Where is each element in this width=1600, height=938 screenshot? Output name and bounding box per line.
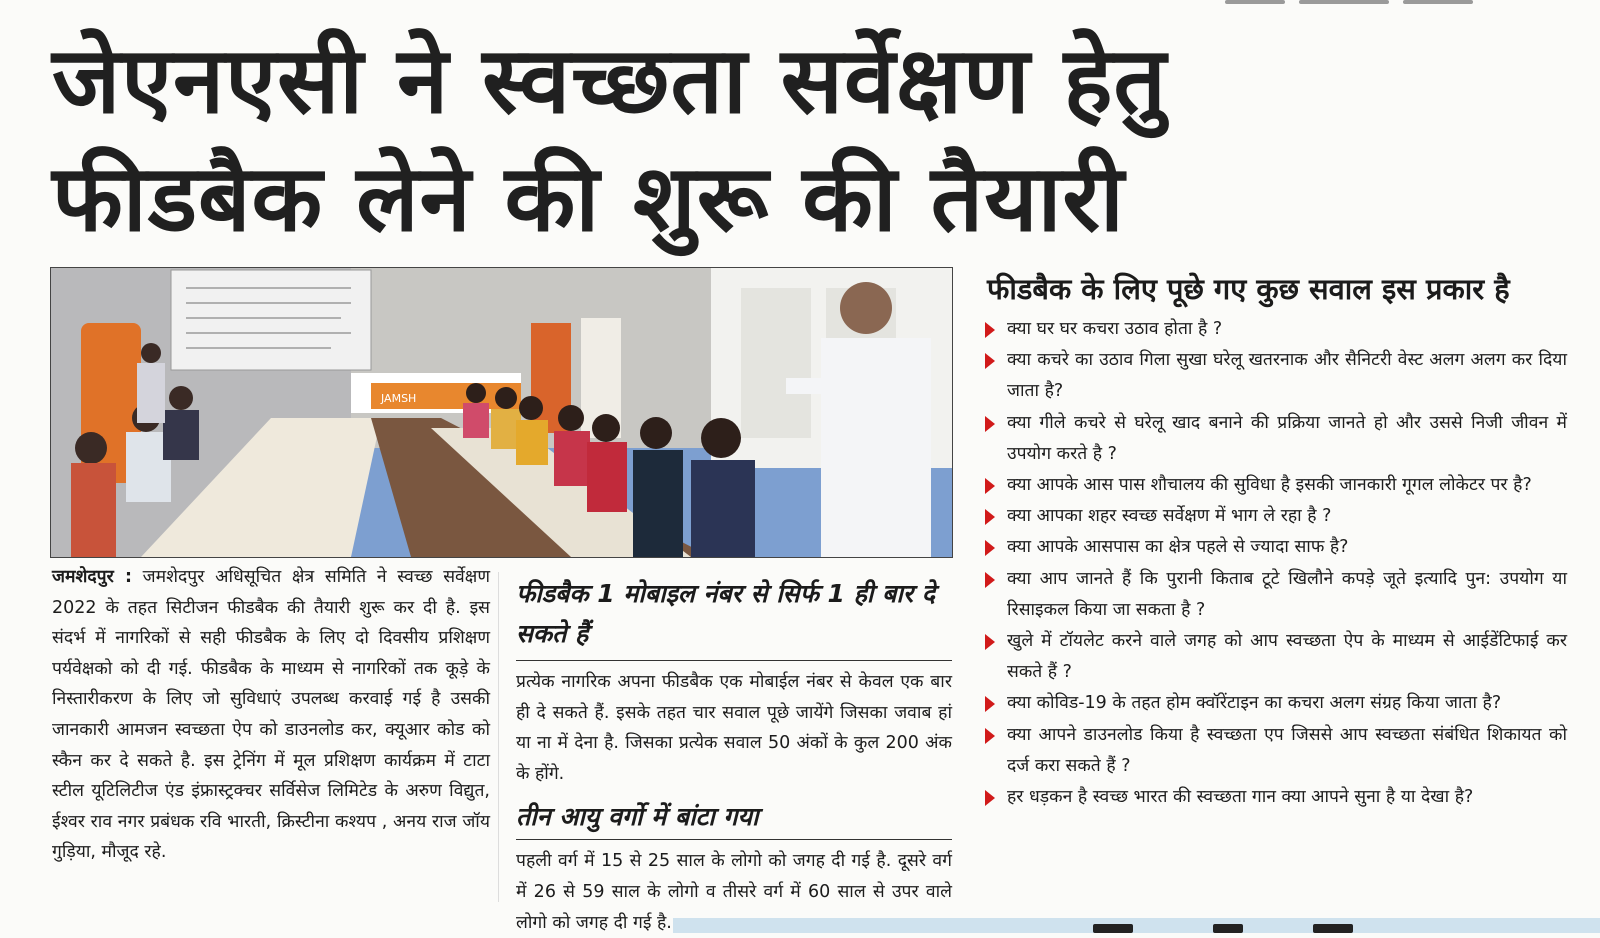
question-text: क्या कोविड-19 के तहत होम क्वॉरेंटाइन का कचरा अलग संग्रह किया जाता है? [1007,693,1502,714]
dateline: जमशेदपुर : [52,567,132,587]
bullet-icon [985,478,995,494]
cropped-glyph [1213,924,1243,933]
question-item [985,501,1567,532]
training-photo-illustration [51,268,952,557]
bullet-icon [985,728,995,744]
bullet-icon [985,540,995,556]
headline-line-1: जेएनएसी ने स्वच्छता सर्वेक्षण हेतु [52,27,1167,134]
question-item [985,782,1567,813]
bullet-icon [985,416,995,432]
cropped-glyph [1093,924,1133,933]
question-item [985,345,1567,407]
bullet-icon [985,353,995,369]
bullet-icon [985,696,995,712]
cropped-top-text [1225,0,1525,6]
question-text: हर धड़कन है स्वच्छ भारत की स्वच्छता गान क्या आपने सुना है या देखा है? [1007,787,1474,808]
paragraph-age-groups: पहली वर्ग में 15 से 25 साल के लोगो को जगह दी गई है. दूसरे वर्ग में 26 से 59 साल के लोगो व तीसरे वर्ग में 60 साल से उपर वाले लोगो को जगह दी गई है. [516,851,952,933]
headline [52,22,1572,258]
question-text: खुले में टॉयलेट करने वाले जगह को आप स्वच्छता ऐप के माध्यम से आईडेंटिफाई कर सकते हैं ? [1007,631,1567,683]
question-item [985,626,1567,688]
bullet-icon [985,572,995,588]
column-divider [498,572,499,902]
questions-list [985,314,1567,813]
paragraph-feedback-once: प्रत्येक नागरिक अपना फीडबैक एक मोबाईल नंबर से केवल एक बार ही दे सकते हैं. इसके तहत चार सवाल पूछे जायेंगे जिसका जवाब हां या ना में देना है. जिसका प्रत्येक सवाल 50 अंकों के कुल 200 अंक के होंगे. [516,672,952,784]
question-text: क्या गीले कचरे से घरेलू खाद बनाने की प्रक्रिया जानते हो और उससे निजी जीवन में उपयोग करते है ? [1007,412,1567,464]
next-article-band [673,918,1600,933]
cropped-glyph [1313,924,1353,933]
question-text: क्या आपने डाउनलोड किया है स्वच्छता एप जिससे आप स्वच्छता संबंधित शिकायत को दर्ज करा सकते हैं ? [1007,724,1567,776]
questions-title: फीडबैक के लिए पूछे गए कुछ सवाल इस प्रकार है [987,272,1510,306]
article-body-middle [516,574,952,938]
question-item [985,720,1567,782]
question-item [985,470,1567,501]
question-text: क्या आपके आसपास का क्षेत्र पहले से ज्यादा साफ है? [1007,537,1349,558]
subhead-feedback-once: फीडबैक 1 मोबाइल नंबर से सिर्फ 1 ही बार दे सकते हैं [516,574,952,661]
question-item [985,408,1567,470]
bullet-icon [985,790,995,806]
training-photo [50,267,953,558]
question-item [985,314,1567,345]
questions-box [985,270,1567,813]
bullet-icon [985,322,995,338]
bullet-icon [985,509,995,525]
banner-text: JAMSH [381,392,417,405]
question-item [985,532,1567,563]
left-body-text: जमशेदपुर अधिसूचित क्षेत्र समिति ने स्वच्छ सर्वेक्षण 2022 के तहत सिटीजन फीडबैक की तैयारी शुरू कर दी है. इस संदर्भ में नागरिकों से सही फीडबैक के लिए दो दिवसीय प्रशिक्षण पर्यवेक्षको को दी गई. फीडबैक के माध्यम से नागरिकों तक कूड़े के निस्तारीकरण के लिए जो सुविधाएं उपलब्ध करवाई गई है उसकी जानकारी आमजन स्वच्छता ऐप को डाउनलोड कर, क्यूआर कोड को स्कैन कर दे सकते है. इस ट्रेनिंग में मूल प्रशिक्षण कार्यक्रम में टाटा स्टील यूटिलिटीज एंड इंफ्रास्ट्रक्चर सर्विसेज लिमिटेड के अरुण विद्युत, ईश्वर राव नगर प्रबंधक रवि भारती, क्रिस्टीना कश्यप , अनय राज जॉय गुड़िया, मौजूद रहे. [52,567,490,863]
question-item [985,564,1567,626]
bullet-icon [985,634,995,650]
article-body-left [52,562,490,868]
question-text: क्या घर घर कचरा उठाव होता है ? [1007,319,1223,339]
question-text: क्या आपके आस पास शौचालय की सुविधा है इसकी जानकारी गूगल लोकेटर पर है? [1007,475,1532,496]
question-item [985,688,1567,719]
headline-line-2: फीडबैक लेने की शुरू की तैयारी [52,145,1125,252]
question-text: क्या आपका शहर स्वच्छ सर्वेक्षण में भाग ले रहा है ? [1007,506,1332,527]
question-text: क्या कचरे का उठाव गिला सुखा घरेलू खतरनाक और सैनिटरी वेस्ट अलग अलग कर दिया जाता है? [1007,350,1567,402]
question-text: क्या आप जानते हैं कि पुरानी किताब टूटे खिलौने कपड़े जूते इत्यादि पुन: उपयोग या रिसाइकल किया जा सकता है ? [1007,568,1567,620]
subhead-age-groups: तीन आयु वर्गो में बांटा गया [516,799,952,840]
